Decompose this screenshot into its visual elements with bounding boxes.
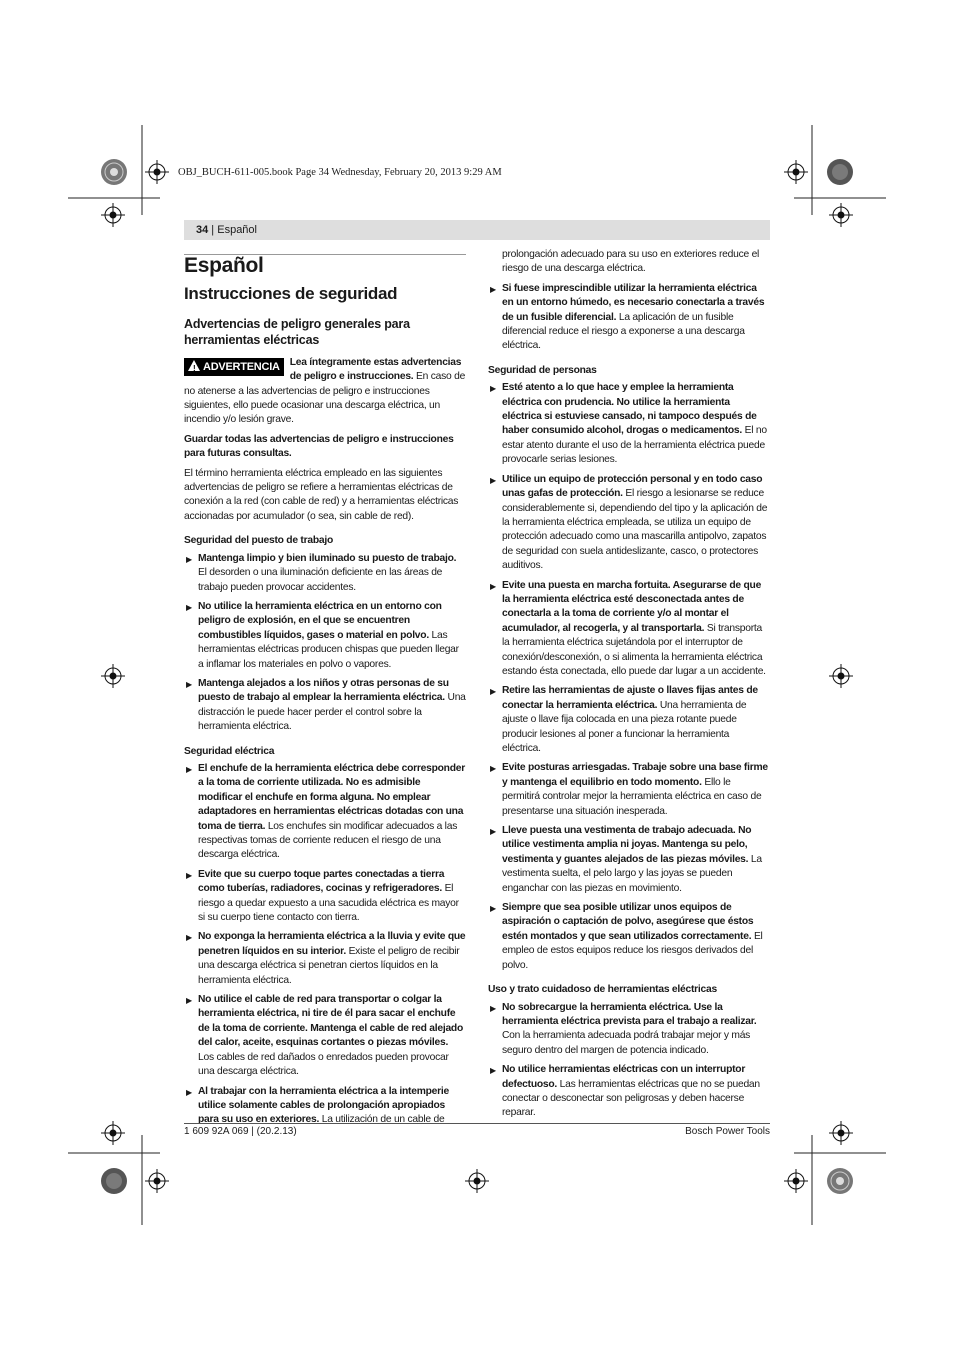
footer-rule bbox=[184, 1123, 770, 1124]
bullet-arrow-icon: ▶ bbox=[490, 687, 496, 697]
list-item: ▶ Lleve puesta una vestimenta de trabajo adecuada. No utilice vestimenta amplia ni joyas. Mantenga su pelo, vestimenta y guantes alejados de las piezas móviles. La vestimenta suelta, el pelo largo y las joyas se pueden enganchar con las piezas en movimiento. bbox=[490, 825, 762, 894]
bullet-arrow-icon: ▶ bbox=[186, 679, 192, 689]
electrical-heading: Seguridad eléctrica bbox=[184, 745, 275, 757]
list-item: ▶ Al trabajar con la herramienta eléctrica a la intemperie utilice solamente cables de prolongación apropiados para su uso en exteriores. La utilización de un cable de bbox=[186, 1085, 449, 1126]
list-item: ▶ Siempre que sea posible utilizar unos equipos de aspiración o captación de polvo, asegúrese que éstos estén montados y que sean utilizados correctamente. El empleo de estos equipos reduce los riesgos derivados del polvo. bbox=[490, 902, 763, 971]
registration-mark-icon bbox=[101, 203, 125, 227]
warning-bold: Lea íntegramente estas advertencias de peligro e instrucciones. bbox=[289, 356, 462, 383]
keep-instructions: Guardar todas las advertencias de peligro e instrucciones para futuras consultas. bbox=[184, 433, 454, 460]
list-item: ▶ Evite una puesta en marcha fortuita. Asegurarse de que la herramienta eléctrica esté desconectada antes de conectarla a la toma de corriente y/o al montar el acumulador, al recogerla, y al transportarla. Si transporta la herramienta eléctrica sujetándola por el interruptor de conexión/desconexión, o si alimenta la herramienta eléctrica estando ésta conectada, ello puede dar lugar a un accidente. bbox=[490, 579, 766, 677]
header-separator: | bbox=[208, 224, 218, 236]
term-paragraph: El término herramienta eléctrica empleado en las siguientes advertencias de peligro se refiere a herramientas eléctricas de conexión a la red (con cable de red) y a herramientas eléctricas accionadas por acumulador (o sea, sin cable de red). bbox=[184, 467, 459, 522]
section-title: Instrucciones de seguridad bbox=[184, 284, 398, 304]
registration-mark-icon bbox=[101, 664, 125, 688]
bullet-arrow-icon: ▶ bbox=[490, 1003, 496, 1013]
subsection-title: Advertencias de peligro generales para herramientas eléctricas bbox=[184, 316, 410, 347]
bullet-arrow-icon: ▶ bbox=[490, 475, 496, 485]
warning-text: En caso de no atenerse a las advertencias de peligro e instrucciones siguientes, ello puede ocasionar una descarga eléctrica, un incendio y/o lesión grave. bbox=[184, 371, 466, 426]
list-item: ▶ Esté atento a lo que hace y emplee la herramienta eléctrica con prudencia. No utilice la herramienta eléctrica si estuviese cansado, ni tampoco después de haber consumido alcohol, drogas o medicamentos. El no estar atento durante el uso de la herramienta eléctrica puede provocarle serias lesiones. bbox=[490, 382, 767, 466]
bullet-arrow-icon: ▶ bbox=[186, 764, 192, 774]
bullet-arrow-icon: ▶ bbox=[490, 904, 496, 914]
print-target-icon bbox=[827, 1168, 853, 1194]
list-item: ▶ No utilice el cable de red para transportar o colgar la herramienta eléctrica, ni tire de él para sacar el enchufe de la toma de corriente. Mantenga el cable de red alejado del calor, aceite, esquinas cortantes o piezas móviles. Los cables de red dañados o enredados pueden provocar una descarga eléctrica. bbox=[186, 994, 463, 1078]
registration-mark-icon bbox=[829, 1121, 853, 1145]
print-target-icon bbox=[827, 159, 853, 185]
registration-mark-icon bbox=[145, 160, 169, 184]
footer-doc-number: 1 609 92A 069 | (20.2.13) bbox=[184, 1126, 297, 1137]
bullet-arrow-icon: ▶ bbox=[186, 870, 192, 880]
bullet-arrow-icon: ▶ bbox=[186, 996, 192, 1006]
print-target-icon bbox=[101, 159, 127, 185]
registration-mark-icon bbox=[829, 664, 853, 688]
list-item: ▶ Utilice un equipo de protección personal y en todo caso unas gafas de protección. El riesgo a lesionarse se reduce considerablemente si, dependiendo del tipo y la aplicación de la herramienta eléctrica empleada, se utiliza un equipo de protección adecuado como una mascarilla antipolvo, zapatos de seguridad con suela antideslizante, casco, o protectores auditivos. bbox=[490, 473, 768, 572]
book-info: OBJ_BUCH-611-005.book Page 34 Wednesday, February 20, 2013 9:29 AM bbox=[178, 167, 502, 178]
list-item: ▶ No sobrecargue la herramienta eléctrica. Use la herramienta eléctrica prevista para el trabajo a realizar. Con la herramienta adecuada podrá trabajar mejor y más seguro dentro del margen de potencia indicado. bbox=[490, 1001, 757, 1056]
registration-mark-icon bbox=[829, 203, 853, 227]
bullet-arrow-icon: ▶ bbox=[490, 284, 496, 294]
continuation-text: prolongación adecuado para su uso en exteriores reduce el riesgo de una descarga eléctrica. bbox=[502, 249, 760, 275]
bullet-arrow-icon: ▶ bbox=[490, 384, 496, 394]
list-item: ▶ No exponga la herramienta eléctrica a la lluvia y evite que penetren líquidos en su interior. Existe el peligro de recibir una descarga eléctrica si penetran ciertos líquidos en la herramienta eléctrica. bbox=[186, 931, 466, 986]
bullet-arrow-icon: ▶ bbox=[490, 764, 496, 774]
running-header bbox=[184, 220, 770, 240]
list-item: ▶ No utilice herramientas eléctricas con un interruptor defectuoso. Las herramientas eléctricas que no se puedan conectar o desconectar son peligrosas y deben hacerse reparar. bbox=[490, 1064, 760, 1119]
bullet-arrow-icon: ▶ bbox=[186, 554, 192, 564]
warning-badge: ! ADVERTENCIA bbox=[184, 358, 284, 376]
personal-safety-heading: Seguridad de personas bbox=[488, 364, 597, 376]
list-item: ▶ No utilice la herramienta eléctrica en un entorno con peligro de explosión, en el que se encuentren combustibles líquidos, gases o material en polvo. Las herramientas eléctricas producen chispas que pueden llegar a inflamar los materiales en polvo o vapores. bbox=[186, 600, 459, 670]
bullet-arrow-icon: ▶ bbox=[490, 827, 496, 837]
list-item: ▶ Evite posturas arriesgadas. Trabaje sobre una base firme y mantenga el equilibrio en todo momento. Ello le permitirá controlar mejor la herramienta eléctrica en caso de presentarse una situación inesperada. bbox=[490, 762, 768, 817]
header-language: Español bbox=[217, 224, 257, 236]
registration-mark-icon bbox=[145, 1169, 169, 1193]
list-item: ▶ Si fuese imprescindible utilizar la herramienta eléctrica en un entorno húmedo, es necesario conectarla a través de un fusible diferencial. La aplicación de un fusible diferencial reduce el riesgo a exponerse a una descarga eléctrica. bbox=[490, 282, 765, 352]
warning-paragraph bbox=[184, 356, 466, 428]
list-item: ▶ Retire las herramientas de ajuste o llaves fijas antes de conectar la herramienta eléctrica. Una herramienta de ajuste o llave fija colocada en una pieza rotante puede producir lesiones al poner a funcionar la herramienta eléctrica. bbox=[490, 685, 758, 754]
registration-mark-icon bbox=[465, 1169, 489, 1193]
right-column bbox=[488, 248, 770, 1126]
warning-triangle-icon: ! bbox=[188, 360, 200, 371]
list-item: ▶ Mantenga limpio y bien iluminado su puesto de trabajo. El desorden o una iluminación deficiente en las áreas de trabajo pueden provocar accidentes. bbox=[186, 552, 457, 593]
bullet-arrow-icon: ▶ bbox=[490, 581, 496, 591]
page-number: 34 bbox=[196, 224, 209, 236]
registration-mark-icon bbox=[784, 160, 808, 184]
bullet-arrow-icon: ▶ bbox=[490, 1066, 496, 1076]
bullet-arrow-icon: ▶ bbox=[186, 933, 192, 943]
list-item: ▶ El enchufe de la herramienta eléctrica debe corresponder a la toma de corriente utilizada. No es admisible modificar el enchufe en forma alguna. No emplear adaptadores en herramientas eléctricas dotadas con una toma de tierra. Los enchufes sin modificar adecuados a las respectivas tomas de corriente reducen el riesgo de una descarga eléctrica. bbox=[186, 762, 465, 861]
tool-use-heading: Uso y trato cuidadoso de herramientas eléctricas bbox=[488, 984, 717, 996]
registration-mark-icon bbox=[101, 1121, 125, 1145]
left-column bbox=[184, 252, 466, 1133]
page-title: Español bbox=[184, 254, 466, 273]
work-area-heading: Seguridad del puesto de trabajo bbox=[184, 535, 334, 547]
registration-mark-icon bbox=[784, 1169, 808, 1193]
bullet-arrow-icon: ▶ bbox=[186, 602, 192, 612]
footer-brand: Bosch Power Tools bbox=[685, 1126, 770, 1137]
print-target-icon bbox=[101, 1168, 127, 1194]
list-item: ▶ Mantenga alejados a los niños y otras personas de su puesto de trabajo al emplear la herramienta eléctrica. Una distracción le puede hacer perder el control sobre la herramienta eléctrica. bbox=[186, 677, 466, 733]
list-item: ▶ Evite que su cuerpo toque partes conectadas a tierra como tuberías, radiadores, cocinas y refrigeradores. El riesgo a quedar expuesto a una sacudida eléctrica es mayor si su cuerpo tiene contacto con tierra. bbox=[186, 868, 459, 924]
bullet-arrow-icon: ▶ bbox=[186, 1087, 192, 1097]
